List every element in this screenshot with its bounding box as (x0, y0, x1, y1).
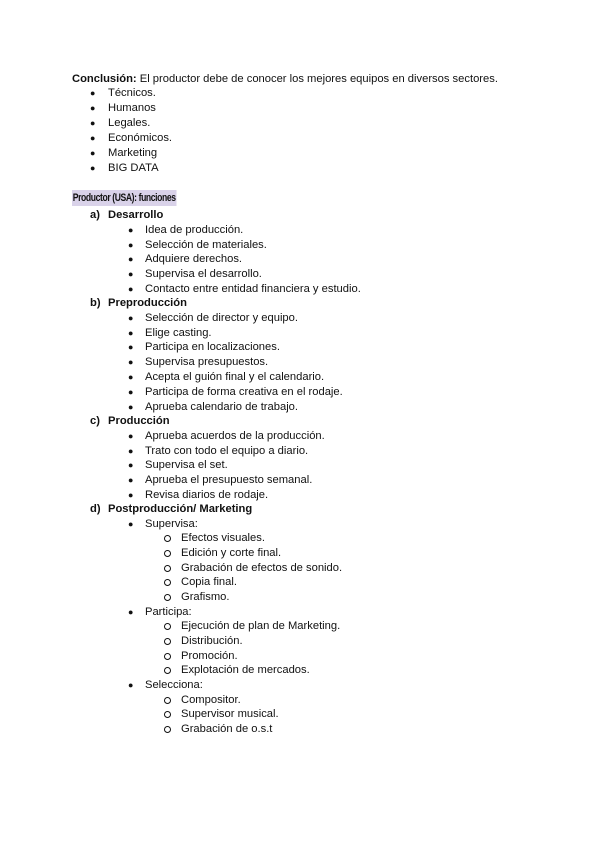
group-label-supervisa: Supervisa: (145, 518, 198, 530)
list-item: Aprueba el presupuesto semanal. (145, 474, 313, 486)
list-item: Revisa diarios de rodaje. (145, 489, 269, 501)
list-item: Grafismo. (181, 591, 230, 603)
list-item: Idea de producción. (145, 224, 244, 236)
bullet-icon: ● (128, 284, 134, 294)
bullet-icon: ● (90, 118, 96, 128)
list-item: Copia final. (181, 576, 237, 588)
bullet-icon: ● (128, 460, 134, 470)
section-title-desarrollo: Desarrollo (108, 209, 164, 221)
bullet-icon: ● (128, 342, 134, 352)
list-item: Económicos. (108, 132, 173, 144)
group-label-participa: Participa: (145, 606, 192, 618)
hollow-bullet-icon (164, 565, 171, 572)
bullet-icon: ● (128, 328, 134, 338)
list-item: Marketing (108, 147, 158, 159)
list-item: Supervisor musical. (181, 708, 279, 720)
conclusion-text: El productor debe de conocer los mejores equipos en diversos sectores. (136, 73, 498, 85)
bullet-icon: ● (128, 254, 134, 264)
hollow-bullet-icon (164, 579, 171, 586)
list-item: Aprueba calendario de trabajo. (145, 401, 299, 413)
bullet-icon: ● (128, 313, 134, 323)
section-letter: b) (90, 297, 101, 309)
list-item: Supervisa presupuestos. (145, 356, 269, 368)
hollow-bullet-icon (164, 653, 171, 660)
bullet-icon: ● (128, 372, 134, 382)
list-item: Selección de materiales. (145, 239, 267, 251)
list-item: Contacto entre entidad financiera y estudio. (145, 283, 361, 295)
bullet-icon: ● (128, 240, 134, 250)
bullet-icon: ● (90, 163, 96, 173)
section-letter: a) (90, 209, 100, 221)
list-item: Acepta el guión final y el calendario. (145, 371, 325, 383)
hollow-bullet-icon (164, 623, 171, 630)
list-item: Distribución. (181, 635, 243, 647)
section-title-preproduccion: Preproducción (108, 297, 187, 309)
bullet-icon: ● (128, 475, 134, 485)
bullet-icon: ● (128, 225, 134, 235)
bullet-icon: ● (128, 357, 134, 367)
list-item: Elige casting. (145, 327, 212, 339)
bullet-icon: ● (128, 490, 134, 500)
hollow-bullet-icon (164, 638, 171, 645)
list-item: Grabación de o.s.t (181, 723, 273, 735)
list-item: Supervisa el set. (145, 459, 228, 471)
bullet-icon: ● (128, 680, 134, 690)
list-item: Efectos visuales. (181, 532, 265, 544)
list-item: Selección de director y equipo. (145, 312, 298, 324)
bullet-icon: ● (90, 133, 96, 143)
hollow-bullet-icon (164, 711, 171, 718)
section-heading: Productor (USA): funciones (72, 192, 176, 204)
section-letter: d) (90, 503, 101, 515)
list-item: Participa de forma creativa en el rodaje. (145, 386, 343, 398)
conclusion-paragraph (72, 72, 498, 86)
list-item: Edición y corte final. (181, 547, 282, 559)
hollow-bullet-icon (164, 594, 171, 601)
list-item: Aprueba acuerdos de la producción. (145, 430, 325, 442)
bullet-icon: ● (90, 88, 96, 98)
list-item: Supervisa el desarrollo. (145, 268, 262, 280)
conclusion-label: Conclusión: (72, 73, 137, 85)
bullet-icon: ● (128, 387, 134, 397)
section-letter: c) (90, 415, 100, 427)
list-item: Promoción. (181, 650, 238, 662)
section-title-postproduccion: Postproducción/ Marketing (108, 503, 253, 515)
list-item: Trato con todo el equipo a diario. (145, 445, 309, 457)
hollow-bullet-icon (164, 667, 171, 674)
hollow-bullet-icon (164, 550, 171, 557)
list-item: Adquiere derechos. (145, 253, 243, 265)
bullet-icon: ● (90, 148, 96, 158)
list-item: Grabación de efectos de sonido. (181, 562, 343, 574)
list-item: Humanos (108, 102, 156, 114)
list-item: Explotación de mercados. (181, 664, 310, 676)
bullet-icon: ● (90, 103, 96, 113)
list-item: Ejecución de plan de Marketing. (181, 620, 341, 632)
bullet-icon: ● (128, 519, 134, 529)
hollow-bullet-icon (164, 697, 171, 704)
hollow-bullet-icon (164, 535, 171, 542)
hollow-bullet-icon (164, 726, 171, 733)
bullet-icon: ● (128, 269, 134, 279)
bullet-icon: ● (128, 607, 134, 617)
bullet-icon: ● (128, 431, 134, 441)
list-item: Participa en localizaciones. (145, 341, 280, 353)
section-title-produccion: Producción (108, 415, 170, 427)
list-item: BIG DATA (108, 162, 159, 174)
list-item: Compositor. (181, 694, 241, 706)
list-item: Técnicos. (108, 87, 156, 99)
bullet-icon: ● (128, 446, 134, 456)
bullet-icon: ● (128, 402, 134, 412)
group-label-selecciona: Selecciona: (145, 679, 203, 691)
list-item: Legales. (108, 117, 151, 129)
